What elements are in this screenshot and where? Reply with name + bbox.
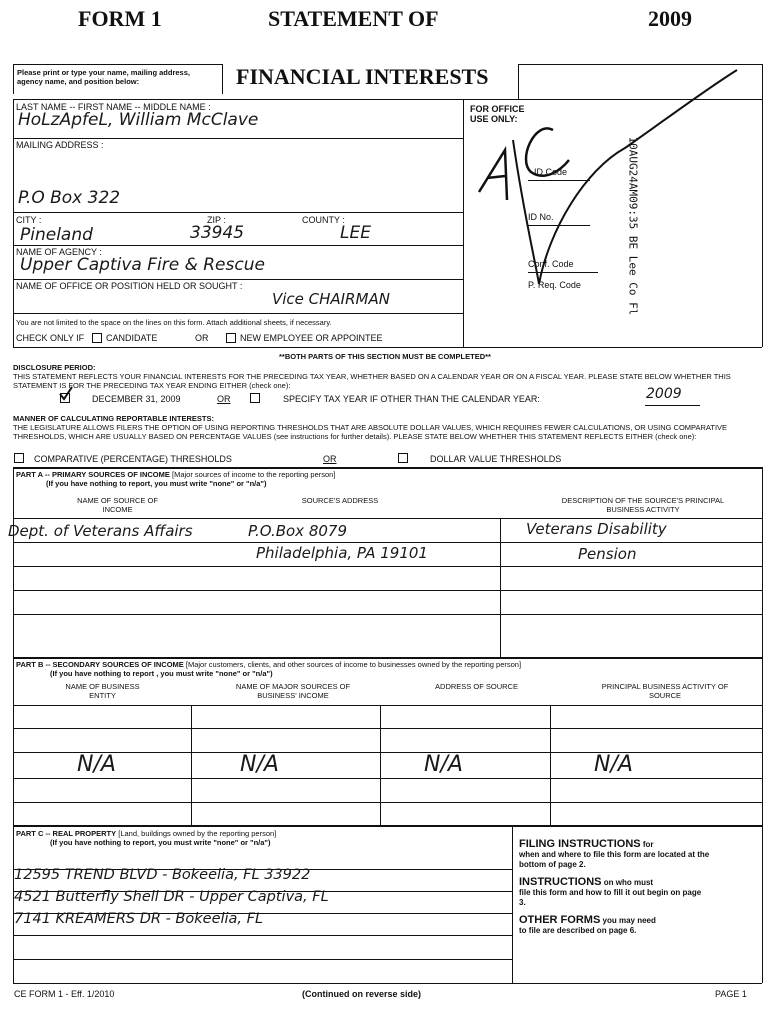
part-a-row2-activity[interactable]: Pension (578, 545, 637, 563)
part-c-line1[interactable]: 12595 TREND BLVD - Bokeelia, FL 33922 (14, 867, 311, 883)
position-field[interactable]: Vice CHAIRMAN (272, 290, 390, 308)
part-a-col-source: NAME OF SOURCE OF INCOME (77, 496, 158, 514)
other-forms-block (519, 915, 759, 936)
part-a-row1-source[interactable]: Dept. of Veterans Affairs (8, 522, 193, 540)
period-or-label: OR (217, 394, 231, 404)
part-a-heading (16, 470, 335, 479)
part-b-title: PART B -- SECONDARY SOURCES OF INCOME (16, 660, 184, 669)
zip-field[interactable]: 33945 (190, 223, 245, 243)
specify-year-field[interactable]: 2009 (646, 386, 682, 402)
instruction-box (13, 64, 223, 94)
part-b-col-address: ADDRESS OF SOURCE (435, 682, 518, 691)
part-c-note: [Land, buildings owned by the reporting person] (118, 829, 277, 838)
agency-field[interactable]: Upper Captiva Fire & Rescue (20, 255, 265, 275)
part-c-line3[interactable]: 7141 KREAMERS DR - Bokeelia, FL (14, 911, 264, 927)
manner-text: THE LEGISLATURE ALLOWS FILERS THE OPTION OF USING REPORTING THRESHOLDS THAT ARE ABSOLUTE DOLLAR VALUES, WHICH REQUIRES FEWER CALCULATIONS, OR USING COMPARATIVE THRESHOLDS, WHICH ARE USUALLY BASED ON PERCENTAGE VALUES (see instructions for further details). PLEASE STATE BELOW WHETHER THIS STATEMENT REFLECTS EITHER (check one): (13, 423, 728, 441)
specify-label: SPECIFY TAX YEAR IF OTHER THAN THE CALENDAR YEAR: (283, 394, 540, 404)
december-label: DECEMBER 31, 2009 (92, 394, 181, 404)
filing-instructions-box (519, 839, 759, 936)
id-code-label: ID Code (534, 167, 568, 177)
part-c-title: PART C -- REAL PROPERTY (16, 829, 117, 838)
part-a-col-activity: DESCRIPTION OF THE SOURCE'S PRINCIPAL BUSINESS ACTIVITY (561, 496, 725, 514)
instructions-block (519, 877, 759, 908)
id-no-label: ID No. (528, 212, 554, 222)
county-label: COUNTY : (302, 215, 345, 225)
part-b-col-sources: NAME OF MAJOR SOURCES OF BUSINESS' INCOME (235, 682, 351, 700)
zip-label: ZIP : (207, 215, 226, 225)
part-a-row2-address[interactable]: Philadelphia, PA 19101 (256, 544, 428, 562)
instructions-text: file this form and how to fill it out begin on page 3. (519, 888, 702, 907)
initials-scribble (465, 60, 765, 316)
conf-code-label: Conf. Code (528, 259, 574, 269)
part-a-subheading: (If you have nothing to report, you must write "none" or "n/a") (46, 479, 267, 488)
comparative-checkbox[interactable] (14, 453, 24, 463)
comparative-label: COMPARATIVE (PERCENTAGE) THRESHOLDS (34, 454, 232, 464)
part-a-note: [Major sources of income to the reporting person] (172, 470, 336, 479)
form-number: FORM 1 (78, 6, 162, 31)
candidate-checkbox[interactable] (92, 333, 102, 343)
form-title-line1: STATEMENT OF (268, 6, 439, 31)
part-a-row1-activity[interactable]: Veterans Disability (526, 520, 667, 538)
position-label: NAME OF OFFICE OR POSITION HELD OR SOUGHT : (16, 281, 243, 291)
part-b-heading (16, 660, 521, 669)
part-c-subheading: (If you have nothing to report, you must write "none" or "n/a") (50, 838, 271, 847)
name-label: LAST NAME -- FIRST NAME -- MIDDLE NAME : (16, 102, 211, 112)
check-only-label: CHECK ONLY IF (16, 333, 85, 343)
part-b-na-address[interactable]: N/A (424, 752, 463, 777)
p-req-code-label: P. Req. Code (528, 280, 581, 290)
city-field[interactable]: Pineland (20, 225, 93, 245)
footer-form-id: CE FORM 1 - Eff. 1/2010 (14, 989, 115, 999)
part-b-col-activity: PRINCIPAL BUSINESS ACTIVITY OF SOURCE (601, 682, 729, 700)
part-c-heading (16, 829, 276, 838)
agency-label: NAME OF AGENCY : (16, 247, 102, 257)
candidate-label: CANDIDATE (106, 333, 158, 343)
filing-instructions-tail: for (642, 840, 654, 849)
part-b-col-entity: NAME OF BUSINESS ENTITY (65, 682, 140, 700)
office-use-label: FOR OFFICE USE ONLY: (470, 104, 525, 124)
part-b-note: [Major customers, clients, and other sources of income to businesses owned by the reporting person] (185, 660, 522, 669)
new-employee-label: NEW EMPLOYEE OR APPOINTEE (240, 333, 383, 343)
mailing-address-field[interactable]: P.O Box 322 (18, 188, 121, 208)
city-label: CITY : (16, 215, 42, 225)
part-c-line2[interactable]: 4521 Butterfly Shell DR - Upper Captiva, FL (14, 889, 329, 905)
other-forms-text: to file are described on page 6. (519, 926, 637, 935)
threshold-or-label: OR (323, 454, 337, 464)
part-a-title: PART A -- PRIMARY SOURCES OF INCOME (16, 470, 170, 479)
part-a-row1-address[interactable]: P.O.Box 8079 (248, 522, 348, 540)
form-year: 2009 (648, 6, 692, 31)
not-limited-note: You are not limited to the space on the lines on this form. Attach additional sheets, if necessary. (16, 318, 332, 327)
office-stamp: 10AUG24AM09:35 BE Lee Co Fl (626, 136, 640, 316)
dollar-checkbox[interactable] (398, 453, 408, 463)
instruction-text: Please print or type your name, mailing address, agency name, and position below: (17, 68, 190, 86)
part-b-na-entity[interactable]: N/A (77, 752, 116, 777)
manner-heading: MANNER OF CALCULATING REPORTABLE INTERESTS: (13, 414, 214, 423)
footer-continued: (Continued on reverse side) (302, 989, 422, 999)
part-b-na-activity[interactable]: N/A (594, 752, 633, 777)
filing-instructions-text: when and where to file this form are located at the bottom of page 2. (519, 850, 710, 869)
mailing-address-label: MAILING ADDRESS : (16, 140, 104, 150)
form-title-line2: FINANCIAL INTERESTS (236, 64, 489, 89)
part-b-na-sources[interactable]: N/A (240, 752, 279, 777)
footer-page: PAGE 1 (715, 989, 747, 999)
dollar-label: DOLLAR VALUE THRESHOLDS (430, 454, 562, 464)
other-forms-title: OTHER FORMS (519, 914, 601, 926)
name-field[interactable]: HoLzApfeL, William McClave (18, 110, 259, 130)
new-employee-checkbox[interactable] (226, 333, 236, 343)
disclosure-period-text: THIS STATEMENT REFLECTS YOUR FINANCIAL INTERESTS FOR THE PRECEDING TAX YEAR, WHETHER BASED ON A CALENDAR YEAR OR ON A FISCAL YEAR. PLEASE STATE BELOW WHETHER THIS STATEMENT IS FOR THE PRECEDING TAX YEAR ENDING EITHER (check one): (13, 372, 731, 390)
instructions-tail: on who must (603, 878, 654, 887)
instructions-title: INSTRUCTIONS (519, 876, 602, 888)
other-forms-tail: you may need (602, 916, 656, 925)
specify-checkbox[interactable] (250, 393, 260, 403)
filing-instructions-title: FILING INSTRUCTIONS (519, 838, 641, 850)
county-field[interactable]: LEE (340, 223, 371, 243)
december-checkmark (58, 386, 74, 402)
check-or-label: OR (195, 333, 209, 343)
both-parts-notice: **BOTH PARTS OF THIS SECTION MUST BE COMPLETED** (279, 352, 491, 361)
filing-instructions-block (519, 839, 759, 870)
part-a-col-address: SOURCE'S ADDRESS (301, 496, 379, 505)
disclosure-period-heading: DISCLOSURE PERIOD: (13, 363, 96, 372)
part-b-subheading: (If you have nothing to report , you must write "none" or "n/a") (50, 669, 273, 678)
